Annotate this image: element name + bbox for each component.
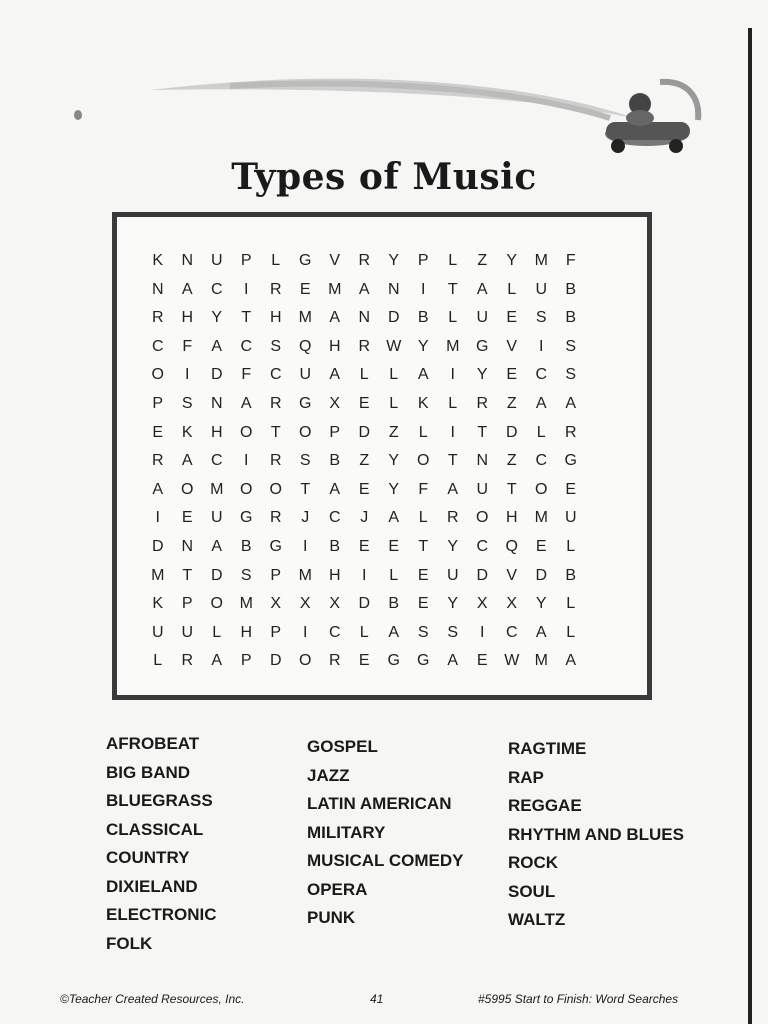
grid-letter: B bbox=[565, 309, 577, 327]
word-list-item: COUNTRY bbox=[106, 848, 190, 867]
grid-letter: I bbox=[421, 280, 426, 298]
grid-letter: Y bbox=[447, 537, 459, 555]
grid-letter: A bbox=[417, 366, 429, 384]
grid-letter: A bbox=[240, 394, 252, 412]
grid-letter: E bbox=[152, 423, 164, 441]
grid-letter: S bbox=[417, 623, 429, 641]
grid-letter: M bbox=[298, 309, 312, 327]
grid-letter: H bbox=[328, 337, 341, 355]
grid-letter: A bbox=[447, 652, 459, 670]
grid-letter: Y bbox=[388, 480, 400, 498]
grid-letter: I bbox=[303, 623, 308, 641]
grid-letter: V bbox=[506, 337, 518, 355]
grid-letter: R bbox=[269, 509, 282, 527]
grid-letter: S bbox=[181, 394, 193, 412]
grid-letter: I bbox=[450, 366, 455, 384]
grid-letter: X bbox=[299, 595, 311, 613]
word-list-item: GOSPEL bbox=[307, 737, 378, 756]
grid-letter: L bbox=[389, 394, 399, 412]
grid-letter: O bbox=[240, 480, 253, 498]
grid-letter: F bbox=[565, 252, 576, 269]
grid-letter: O bbox=[210, 595, 223, 613]
grid-row bbox=[143, 276, 586, 305]
grid-letter: R bbox=[269, 280, 282, 298]
grid-letter: L bbox=[389, 566, 399, 584]
word-list-item: MUSICAL COMEDY bbox=[307, 851, 464, 870]
grid-letter: M bbox=[534, 252, 548, 269]
footer-page-number: 41 bbox=[370, 992, 384, 1006]
grid-letter: M bbox=[446, 337, 460, 355]
grid-letter: I bbox=[480, 623, 485, 641]
grid-letter: A bbox=[388, 509, 400, 527]
grid-letter: B bbox=[565, 566, 577, 584]
grid-letter: K bbox=[181, 423, 193, 441]
grid-letter: E bbox=[181, 509, 193, 527]
footer-book-title: #5995 Start to Finish: Word Searches bbox=[478, 992, 679, 1006]
grid-letter: E bbox=[506, 366, 518, 384]
grid-letter: D bbox=[358, 595, 371, 613]
grid-letter: T bbox=[477, 423, 488, 441]
grid-letter: M bbox=[239, 595, 253, 613]
grid-letter: Z bbox=[359, 452, 370, 470]
grid-letter: M bbox=[328, 280, 342, 298]
grid-letter: O bbox=[299, 652, 312, 670]
grid-letter: F bbox=[418, 480, 429, 498]
grid-row bbox=[143, 390, 586, 419]
grid-letter: R bbox=[181, 652, 194, 670]
grid-letter: H bbox=[269, 309, 282, 327]
grid-letter: Q bbox=[505, 537, 518, 555]
grid-letter: N bbox=[181, 252, 194, 269]
grid-letter: Z bbox=[506, 394, 517, 412]
grid-letter: K bbox=[152, 252, 164, 269]
grid-letter: P bbox=[329, 423, 341, 441]
word-list-item: JAZZ bbox=[307, 765, 350, 785]
grid-letter: L bbox=[448, 252, 458, 269]
grid-letter: A bbox=[211, 652, 223, 670]
grid-letter: L bbox=[153, 652, 163, 670]
grid-letter: Z bbox=[506, 452, 517, 470]
grid-letter: L bbox=[448, 309, 458, 327]
grid-letter: R bbox=[446, 509, 459, 527]
grid-letter: O bbox=[151, 366, 164, 384]
grid-letter: C bbox=[210, 452, 223, 470]
grid-letter: C bbox=[476, 537, 489, 555]
grid-row bbox=[143, 476, 586, 505]
grid-letter: A bbox=[181, 280, 193, 298]
grid-letter: N bbox=[181, 537, 194, 555]
grid-letter: F bbox=[241, 366, 252, 384]
grid-row bbox=[143, 247, 586, 276]
grid-row bbox=[143, 647, 586, 676]
grid-letter: X bbox=[476, 595, 488, 613]
grid-letter: H bbox=[505, 509, 518, 527]
grid-letter: C bbox=[535, 452, 548, 470]
grid-letter: U bbox=[564, 509, 577, 527]
grid-letter: L bbox=[359, 623, 369, 641]
grid-letter: P bbox=[181, 595, 193, 613]
grid-letter: N bbox=[358, 309, 371, 327]
grid-letter: Y bbox=[388, 452, 400, 470]
grid-letter: O bbox=[476, 509, 489, 527]
grid-letter: D bbox=[210, 366, 223, 384]
grid-letter: G bbox=[269, 537, 282, 555]
grid-letter: G bbox=[417, 652, 430, 670]
grid-row bbox=[143, 361, 586, 390]
grid-letter: U bbox=[446, 566, 459, 584]
grid-letter: I bbox=[155, 509, 160, 527]
grid-letter: O bbox=[299, 423, 312, 441]
word-list-item: DIXIELAND bbox=[106, 876, 198, 896]
grid-letter: I bbox=[244, 280, 249, 298]
grid-letter: P bbox=[152, 394, 164, 412]
grid-letter: M bbox=[534, 652, 548, 670]
grid-letter: A bbox=[181, 452, 193, 470]
grid-letter: A bbox=[211, 337, 223, 355]
grid-letter: P bbox=[240, 652, 252, 670]
grid-letter: Z bbox=[477, 252, 488, 269]
grid-letter: B bbox=[329, 537, 341, 555]
grid-letter: I bbox=[244, 452, 249, 470]
grid-letter: L bbox=[418, 509, 428, 527]
grid-letter: R bbox=[358, 337, 371, 355]
grid-letter: Y bbox=[447, 595, 459, 613]
grid-letter: H bbox=[210, 423, 223, 441]
grid-letter: T bbox=[506, 480, 517, 498]
grid-letter: Y bbox=[211, 309, 223, 327]
grid-letter: I bbox=[362, 566, 367, 584]
grid-letter: C bbox=[151, 337, 164, 355]
car-swoosh-illustration bbox=[0, 60, 768, 170]
grid-letter: N bbox=[476, 452, 489, 470]
grid-letter: E bbox=[476, 652, 488, 670]
grid-letter: U bbox=[151, 623, 164, 641]
grid-letter: P bbox=[240, 252, 252, 269]
grid-letter: U bbox=[299, 366, 312, 384]
word-list-item: RAGTIME bbox=[508, 739, 587, 758]
grid-letter: R bbox=[269, 452, 282, 470]
grid-letter: D bbox=[358, 423, 371, 441]
grid-letter: O bbox=[535, 480, 548, 498]
grid-letter: L bbox=[271, 252, 281, 269]
grid-letter: C bbox=[269, 366, 282, 384]
grid-letter: U bbox=[210, 509, 223, 527]
grid-letter: D bbox=[505, 423, 518, 441]
grid-letter: M bbox=[298, 566, 312, 584]
grid-letter: M bbox=[210, 480, 224, 498]
word-list-item: AFROBEAT bbox=[106, 734, 200, 753]
grid-letter: C bbox=[505, 623, 518, 641]
grid-letter: I bbox=[450, 423, 455, 441]
grid-letter: L bbox=[536, 423, 546, 441]
grid-row bbox=[143, 533, 586, 562]
grid-letter: S bbox=[565, 337, 577, 355]
grid-letter: G bbox=[240, 509, 253, 527]
grid-letter: R bbox=[151, 309, 164, 327]
grid-letter: L bbox=[418, 423, 428, 441]
word-list-item: BIG BAND bbox=[106, 762, 191, 782]
grid-letter: W bbox=[386, 337, 402, 355]
grid-row bbox=[143, 619, 586, 648]
word-list-item: REGGAE bbox=[508, 796, 582, 815]
grid-row bbox=[143, 447, 586, 476]
grid-row bbox=[143, 333, 586, 362]
grid-letter: Y bbox=[476, 366, 488, 384]
word-list-item: SOUL bbox=[508, 881, 556, 901]
grid-letter: M bbox=[151, 566, 165, 584]
grid-letter: A bbox=[447, 480, 459, 498]
grid-letter: G bbox=[387, 652, 400, 670]
grid-letter: T bbox=[182, 566, 193, 584]
grid-letter: D bbox=[476, 566, 489, 584]
grid-letter: E bbox=[565, 480, 577, 498]
grid-letter: D bbox=[151, 537, 164, 555]
grid-letter: L bbox=[212, 623, 222, 641]
grid-row bbox=[143, 304, 586, 333]
grid-letter: I bbox=[185, 366, 190, 384]
word-list-item: MILITARY bbox=[307, 822, 386, 842]
grid-letter: A bbox=[329, 480, 341, 498]
grid-letter: P bbox=[270, 623, 282, 641]
grid-letter: M bbox=[534, 509, 548, 527]
grid-letter: L bbox=[448, 394, 458, 412]
grid-letter: T bbox=[447, 280, 458, 298]
grid-letter: L bbox=[566, 623, 576, 641]
grid-letter: U bbox=[476, 309, 489, 327]
grid-letter: E bbox=[506, 309, 518, 327]
grid-letter: E bbox=[417, 595, 429, 613]
grid-letter: Z bbox=[388, 423, 399, 441]
grid-letter: Y bbox=[417, 337, 429, 355]
word-list-item: FOLK bbox=[106, 933, 153, 953]
grid-letter: C bbox=[240, 337, 253, 355]
word-list-column-2 bbox=[307, 733, 463, 933]
grid-letter: C bbox=[328, 509, 341, 527]
grid-letter: T bbox=[241, 309, 252, 327]
grid-letter: E bbox=[358, 652, 370, 670]
grid-letter: G bbox=[564, 452, 577, 470]
grid-letter: F bbox=[182, 337, 193, 355]
grid-letter: R bbox=[269, 394, 282, 412]
word-list-item: RHYTHM AND BLUES bbox=[508, 824, 684, 844]
word-list-column-3 bbox=[508, 735, 684, 935]
grid-letter: D bbox=[535, 566, 548, 584]
word-list-item: ELECTRONIC bbox=[106, 905, 217, 924]
grid-letter: A bbox=[535, 623, 547, 641]
grid-letter: A bbox=[476, 280, 488, 298]
grid-letter: R bbox=[358, 252, 371, 269]
grid-row bbox=[143, 419, 586, 448]
grid-letter: S bbox=[240, 566, 252, 584]
grid-letter: B bbox=[329, 452, 341, 470]
grid-letter: U bbox=[535, 280, 548, 298]
grid-letter: T bbox=[447, 452, 458, 470]
grid-letter: R bbox=[151, 452, 164, 470]
grid-letter: A bbox=[388, 623, 400, 641]
grid-letter: V bbox=[506, 566, 518, 584]
word-list-item: WALTZ bbox=[508, 910, 566, 929]
grid-letter: E bbox=[358, 480, 370, 498]
grid-letter: A bbox=[152, 480, 164, 498]
grid-letter: U bbox=[181, 623, 194, 641]
grid-letter: E bbox=[358, 537, 370, 555]
grid-letter: I bbox=[539, 337, 544, 355]
grid-letter: H bbox=[240, 623, 253, 641]
grid-letter: U bbox=[210, 252, 223, 269]
grid-letter: X bbox=[329, 595, 341, 613]
grid-letter: H bbox=[181, 309, 194, 327]
grid-letter: O bbox=[240, 423, 253, 441]
grid-letter: C bbox=[210, 280, 223, 298]
grid-letter: Y bbox=[506, 252, 518, 269]
word-list-item: ROCK bbox=[508, 853, 559, 872]
grid-letter: R bbox=[476, 394, 489, 412]
grid-letter: X bbox=[506, 595, 518, 613]
grid-letter: S bbox=[535, 309, 547, 327]
grid-letter: G bbox=[299, 252, 312, 269]
grid-letter: W bbox=[504, 652, 520, 670]
grid-letter: E bbox=[535, 537, 547, 555]
grid-letter: A bbox=[211, 537, 223, 555]
grid-letter: L bbox=[566, 537, 576, 555]
grid-letter: D bbox=[269, 652, 282, 670]
word-search-box bbox=[112, 212, 652, 700]
grid-letter: E bbox=[358, 394, 370, 412]
grid-letter: L bbox=[507, 280, 517, 298]
grid-letter: O bbox=[417, 452, 430, 470]
grid-letter: N bbox=[151, 280, 164, 298]
grid-letter: Q bbox=[299, 337, 312, 355]
grid-letter: N bbox=[210, 394, 223, 412]
page-title: Types of Music bbox=[231, 156, 537, 198]
grid-row bbox=[143, 590, 586, 619]
grid-letter: X bbox=[329, 394, 341, 412]
grid-letter: T bbox=[418, 537, 429, 555]
grid-letter: J bbox=[360, 509, 369, 527]
grid-letter: L bbox=[359, 366, 369, 384]
letter-grid bbox=[143, 247, 586, 676]
grid-letter: G bbox=[476, 337, 489, 355]
grid-letter: R bbox=[328, 652, 341, 670]
grid-letter: O bbox=[181, 480, 194, 498]
grid-letter: H bbox=[328, 566, 341, 584]
grid-letter: Y bbox=[535, 595, 547, 613]
grid-letter: B bbox=[565, 280, 577, 298]
word-list-item: PUNK bbox=[307, 908, 356, 927]
word-list-item: RAP bbox=[508, 767, 544, 787]
footer-copyright: ©Teacher Created Resources, Inc. bbox=[60, 992, 245, 1006]
grid-letter: R bbox=[564, 423, 577, 441]
grid-letter: N bbox=[387, 280, 400, 298]
grid-letter: K bbox=[152, 595, 164, 613]
grid-letter: T bbox=[270, 423, 281, 441]
grid-letter: V bbox=[329, 252, 341, 269]
grid-letter: A bbox=[358, 280, 370, 298]
grid-row bbox=[143, 562, 586, 591]
grid-letter: L bbox=[566, 595, 576, 613]
grid-letter: B bbox=[240, 537, 252, 555]
grid-letter: A bbox=[565, 394, 577, 412]
grid-letter: O bbox=[269, 480, 282, 498]
race-car-icon bbox=[605, 82, 698, 153]
grid-letter: A bbox=[565, 652, 577, 670]
word-list-column-1 bbox=[106, 730, 217, 958]
grid-letter: T bbox=[300, 480, 311, 498]
grid-letter: S bbox=[299, 452, 311, 470]
grid-letter: A bbox=[329, 309, 341, 327]
grid-letter: I bbox=[303, 537, 308, 555]
grid-letter: B bbox=[417, 309, 429, 327]
grid-letter: A bbox=[535, 394, 547, 412]
grid-letter: E bbox=[299, 280, 311, 298]
grid-letter: S bbox=[565, 366, 577, 384]
grid-letter: A bbox=[329, 366, 341, 384]
word-list-item: LATIN AMERICAN bbox=[307, 794, 452, 813]
grid-letter: J bbox=[301, 509, 310, 527]
word-list-item: CLASSICAL bbox=[106, 819, 204, 839]
grid-letter: L bbox=[389, 366, 399, 384]
grid-letter: S bbox=[270, 337, 282, 355]
grid-letter: D bbox=[210, 566, 223, 584]
grid-letter: B bbox=[388, 595, 400, 613]
grid-letter: Y bbox=[388, 252, 400, 269]
grid-letter: C bbox=[535, 366, 548, 384]
grid-letter: P bbox=[417, 252, 429, 269]
grid-letter: E bbox=[388, 537, 400, 555]
grid-letter: E bbox=[417, 566, 429, 584]
grid-letter: K bbox=[417, 394, 429, 412]
grid-letter: S bbox=[447, 623, 459, 641]
grid-letter: U bbox=[476, 480, 489, 498]
grid-letter: G bbox=[299, 394, 312, 412]
grid-letter: D bbox=[387, 309, 400, 327]
grid-row bbox=[143, 504, 586, 533]
grid-letter: P bbox=[270, 566, 282, 584]
word-list-item: OPERA bbox=[307, 879, 368, 899]
grid-letter: C bbox=[328, 623, 341, 641]
grid-letter: X bbox=[270, 595, 282, 613]
word-list-item: BLUEGRASS bbox=[106, 791, 213, 810]
